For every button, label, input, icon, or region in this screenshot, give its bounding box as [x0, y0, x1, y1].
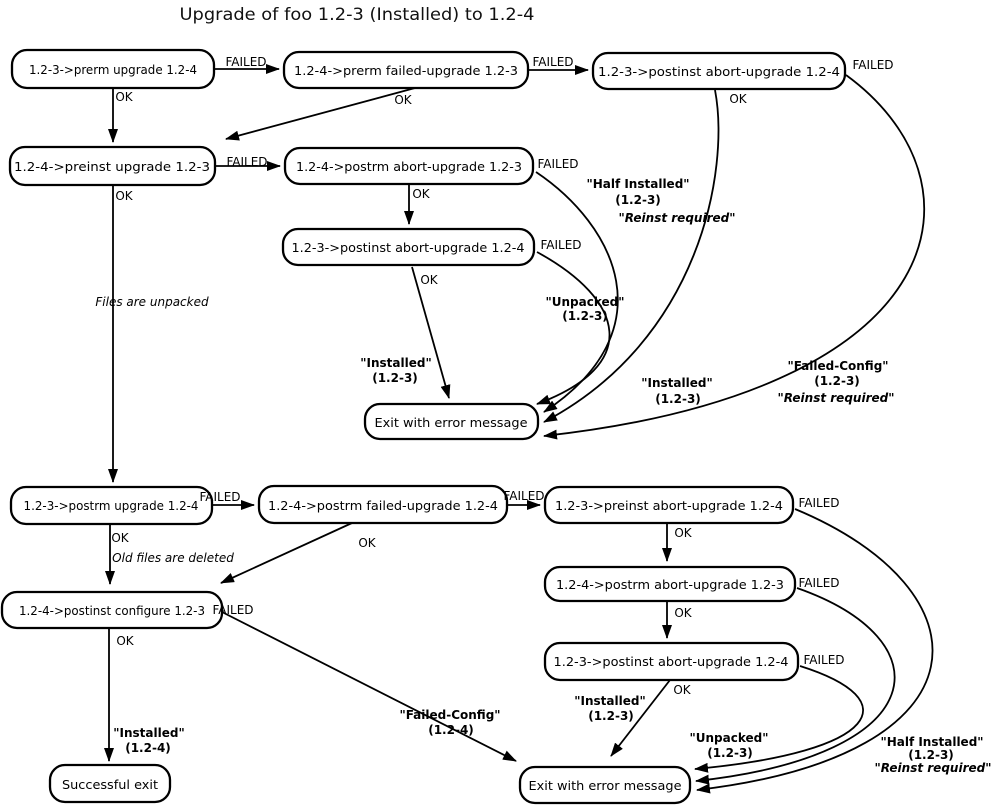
edge-label-failed: FAILED [225, 55, 267, 69]
node-postinst-abort-upgrade-top [593, 53, 845, 89]
state-line: (1.2-3) [814, 374, 860, 388]
edge-postinst-abort-top-failed [544, 75, 924, 436]
state-line: "Half Installed" [880, 735, 984, 749]
state-line: "Unpacked" [689, 731, 769, 745]
node-postinst-configure [2, 592, 222, 628]
edge-label-ok: OK [674, 606, 692, 620]
state-labels [113, 177, 991, 775]
node-postinst-abort-upgrade-mid [283, 229, 534, 265]
edge-label-failed: FAILED [503, 489, 545, 503]
state-line: "Unpacked" [545, 295, 625, 309]
node-preinst-upgrade [10, 147, 215, 185]
state-line: "Reinst required" [618, 211, 736, 225]
state-line: "Installed" [113, 726, 185, 740]
node-postrm-abort-upgrade-bottom [545, 567, 795, 601]
state-line: (1.2-3) [372, 371, 418, 385]
state-label-unpacked-123 [690, 731, 769, 760]
node-label: 1.2-3->prerm upgrade 1.2-4 [29, 63, 197, 77]
edge-postinst-abort-top-ok [544, 90, 718, 422]
node-preinst-abort-upgrade [545, 487, 793, 523]
nodes [2, 50, 845, 803]
state-line: "Failed-Config" [787, 359, 889, 373]
edge-label-failed: FAILED [540, 238, 582, 252]
edge-label-ok: OK [111, 531, 129, 545]
state-line: "Installed" [574, 694, 646, 708]
edge-label-failed: FAILED [226, 155, 268, 169]
edge-label-ok: OK [115, 90, 133, 104]
edge-prerm-failed-ok [226, 88, 415, 139]
edge-label-ok: OK [394, 93, 412, 107]
node-label: Successful exit [62, 778, 159, 792]
edge-label-ok: OK [412, 187, 430, 201]
edge-label-ok: OK [673, 683, 691, 697]
state-line: "Reinst required" [777, 391, 895, 405]
node-label: 1.2-3->preinst abort-upgrade 1.2-4 [555, 499, 783, 513]
node-exit-error-top [365, 404, 538, 439]
edge-label-failed: FAILED [199, 490, 241, 504]
edge-label-ok: OK [674, 526, 692, 540]
state-line: (1.2-3) [615, 193, 661, 207]
state-line: (1.2-3) [908, 748, 954, 762]
state-line: "Half Installed" [586, 177, 690, 191]
node-label: 1.2-4->prerm failed-upgrade 1.2-3 [294, 64, 518, 78]
state-label-installed-123 [360, 356, 431, 385]
state-line: (1.2-3) [562, 309, 608, 323]
state-line: (1.2-4) [428, 723, 474, 737]
state-line: (1.2-3) [588, 709, 634, 723]
edge-label-failed: FAILED [537, 157, 579, 171]
node-label: 1.2-3->postrm upgrade 1.2-4 [23, 499, 199, 513]
node-postrm-upgrade [11, 487, 212, 524]
state-label-installed-123 [641, 376, 712, 406]
node-label: 1.2-4->postinst configure 1.2-3 [19, 604, 205, 618]
edge-label-ok: OK [115, 189, 133, 203]
node-label: 1.2-3->postinst abort-upgrade 1.2-4 [553, 655, 789, 669]
node-postrm-abort-upgrade-mid [285, 148, 533, 184]
edge-label-failed: FAILED [212, 603, 254, 617]
diagram-title: Upgrade of foo 1.2-3 (Installed) to 1.2-4 [179, 5, 535, 24]
node-label: 1.2-4->postrm failed-upgrade 1.2-4 [268, 499, 498, 513]
state-label-installed-123 [574, 694, 645, 723]
state-line: "Installed" [641, 376, 713, 390]
node-label: 1.2-3->postinst abort-upgrade 1.2-4 [291, 241, 525, 255]
state-line: "Reinst required" [874, 761, 992, 775]
node-prerm-failed-upgrade [284, 52, 528, 88]
node-label: 1.2-4->postrm abort-upgrade 1.2-3 [296, 160, 522, 174]
edge-label-ok: OK [729, 92, 747, 106]
state-line: "Installed" [360, 356, 432, 370]
state-label-failed-config-124 [399, 708, 500, 737]
edge-postrm-failed-ok [221, 523, 352, 583]
node-label: Exit with error message [374, 416, 528, 430]
edge-label-ok: OK [116, 634, 134, 648]
node-label: 1.2-4->preinst upgrade 1.2-3 [14, 160, 210, 174]
state-label-failed-config-123 [778, 359, 895, 405]
node-postrm-failed-upgrade [259, 486, 507, 523]
edge-configure-failed [222, 612, 516, 761]
edge-label-failed: FAILED [798, 576, 840, 590]
edge-postinst-abort-mid-failed [537, 252, 610, 404]
state-line: (1.2-4) [125, 741, 171, 755]
edge-label-failed: FAILED [532, 55, 574, 69]
state-label-half-installed-123 [875, 735, 992, 775]
edge-postrm-abort-mid-failed [536, 172, 618, 412]
edge-label-ok: OK [358, 536, 376, 550]
state-line: (1.2-3) [655, 392, 701, 406]
state-label-installed-124 [113, 726, 184, 755]
node-prerm-upgrade [12, 50, 214, 88]
node-label: 1.2-4->postrm abort-upgrade 1.2-3 [556, 578, 784, 592]
edge-label-failed: FAILED [798, 496, 840, 510]
edge-label-failed: FAILED [803, 653, 845, 667]
annotation-files-unpacked: Files are unpacked [95, 295, 209, 309]
node-exit-error-bottom [520, 767, 690, 803]
annotation-old-files-deleted: Old files are deleted [112, 551, 234, 565]
node-label: Exit with error message [528, 779, 682, 793]
state-line: (1.2-3) [707, 746, 753, 760]
state-line: "Failed-Config" [399, 708, 501, 722]
edge-label-ok: OK [420, 273, 438, 287]
node-successful-exit [50, 765, 170, 802]
node-label: 1.2-3->postinst abort-upgrade 1.2-4 [598, 65, 840, 79]
edge-label-failed: FAILED [852, 58, 894, 72]
node-postinst-abort-upgrade-bottom [545, 643, 798, 680]
state-label-unpacked-123 [546, 295, 625, 323]
